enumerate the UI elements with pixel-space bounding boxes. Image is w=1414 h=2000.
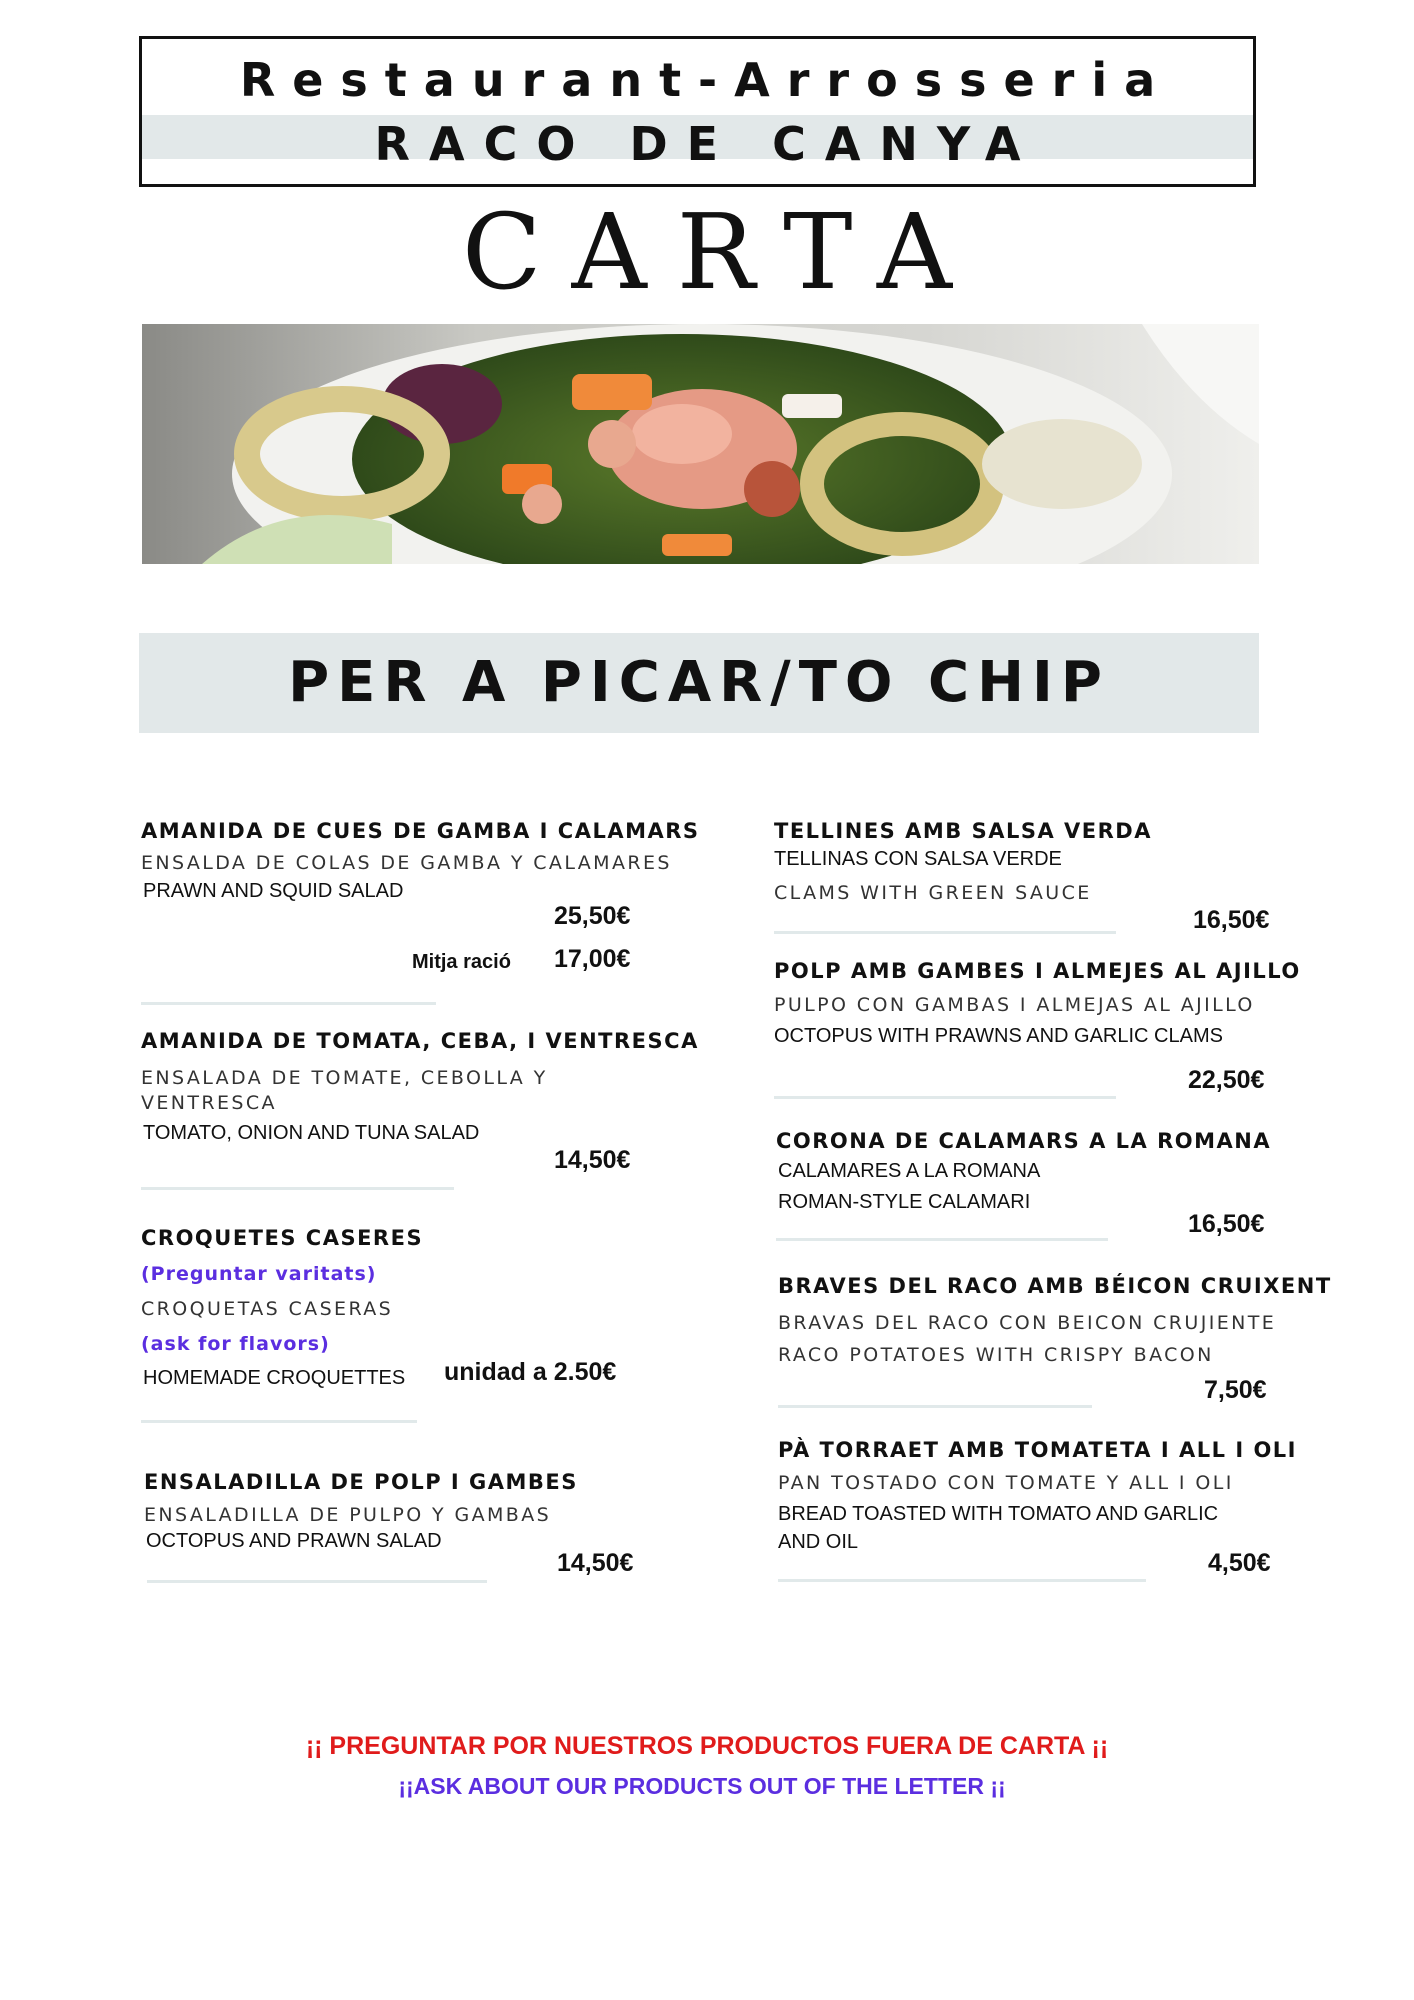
divider (774, 1096, 1116, 1099)
item-price: 7,50€ (1204, 1376, 1267, 1404)
restaurant-type: Restaurant-Arrosseria (239, 53, 1173, 107)
item-spanish: PULPO CON GAMBAS I ALMEJAS AL AJILLO (774, 994, 1255, 1016)
item-spanish: ENSALDA DE COLAS DE GAMBA Y CALAMARES (141, 852, 672, 874)
item-price: 25,50€ (554, 902, 631, 930)
item-note: (Preguntar varitats) (141, 1263, 377, 1285)
item-english: TOMATO, ONION AND TUNA SALAD (143, 1122, 480, 1144)
item-spanish: BRAVAS DEL RACO CON BEICON CRUJIENTE (778, 1312, 1277, 1334)
item-english: OCTOPUS AND PRAWN SALAD (146, 1530, 442, 1552)
item-title: AMANIDA DE CUES DE GAMBA I CALAMARS (141, 819, 700, 843)
salad-photo (142, 324, 1259, 564)
off-menu-notice-english: ¡¡ASK ABOUT OUR PRODUCTS OUT OF THE LETTER ¡¡ (398, 1773, 1006, 1799)
divider (778, 1405, 1092, 1408)
half-portion-label: Mitja ració (412, 951, 511, 973)
item-price: 14,50€ (557, 1549, 634, 1577)
item-english: RACO POTATOES WITH CRISPY BACON (778, 1344, 1214, 1366)
divider (147, 1580, 487, 1583)
page-title: CARTA (462, 191, 982, 313)
item-title: POLP AMB GAMBES I ALMEJES AL AJILLO (774, 959, 1301, 983)
item-english: HOMEMADE CROQUETTES (143, 1367, 406, 1389)
item-price: 4,50€ (1208, 1549, 1271, 1577)
off-menu-notice-spanish: ¡¡ PREGUNTAR POR NUESTROS PRODUCTOS FUERA DE CARTA ¡¡ (305, 1732, 1109, 1760)
divider (774, 931, 1116, 934)
item-price: 16,50€ (1188, 1210, 1265, 1238)
divider (141, 1002, 436, 1005)
divider (141, 1187, 454, 1190)
section-header (139, 633, 1259, 733)
item-price: 14,50€ (554, 1146, 631, 1174)
item-english: OCTOPUS WITH PRAWNS AND GARLIC CLAMS (774, 1025, 1223, 1047)
item-spanish: ENSALADILLA DE PULPO Y GAMBAS (144, 1504, 552, 1526)
item-price: 22,50€ (1188, 1066, 1265, 1094)
divider (778, 1579, 1146, 1582)
item-english: ROMAN-STYLE CALAMARI (778, 1191, 1031, 1213)
item-title: AMANIDA DE TOMATA, CEBA, I VENTRESCA (141, 1029, 699, 1053)
item-english: BREAD TOASTED WITH TOMATO AND GARLIC AND OIL (778, 1503, 1219, 1553)
item-spanish: CROQUETAS CASERAS (141, 1298, 394, 1320)
item-title: CROQUETES CASERES (141, 1226, 424, 1250)
item-spanish: CALAMARES A LA ROMANA (778, 1160, 1041, 1182)
item-title: CORONA DE CALAMARS A LA ROMANA (776, 1129, 1272, 1153)
item-spanish: TELLINAS CON SALSA VERDE (774, 848, 1062, 870)
item-title: ENSALADILLA DE POLP I GAMBES (144, 1470, 578, 1494)
item-spanish: ENSALADA DE TOMATE, CEBOLLA Y VENTRESCA (141, 1067, 548, 1114)
item-spanish: PAN TOSTADO CON TOMATE Y ALL I OLI (778, 1472, 1234, 1494)
item-english: CLAMS WITH GREEN SAUCE (774, 882, 1092, 904)
restaurant-header (139, 36, 1256, 187)
item-note-english: (ask for flavors) (141, 1333, 330, 1355)
item-english: PRAWN AND SQUID SALAD (143, 880, 404, 902)
restaurant-name: RACO DE CANYA (374, 117, 1040, 171)
item-price: 16,50€ (1193, 906, 1270, 934)
item-title: PÀ TORRAET AMB TOMATETA I ALL I OLI (778, 1438, 1297, 1462)
item-title: BRAVES DEL RACO AMB BÉICON CRUIXENT (778, 1274, 1332, 1298)
item-price: unidad a 2.50€ (444, 1358, 617, 1386)
item-title: TELLINES AMB SALSA VERDA (774, 819, 1152, 843)
divider (776, 1238, 1108, 1241)
divider (141, 1420, 417, 1423)
section-title: PER A PICAR/TO CHIP (288, 650, 1110, 715)
half-portion-price: 17,00€ (554, 945, 631, 973)
